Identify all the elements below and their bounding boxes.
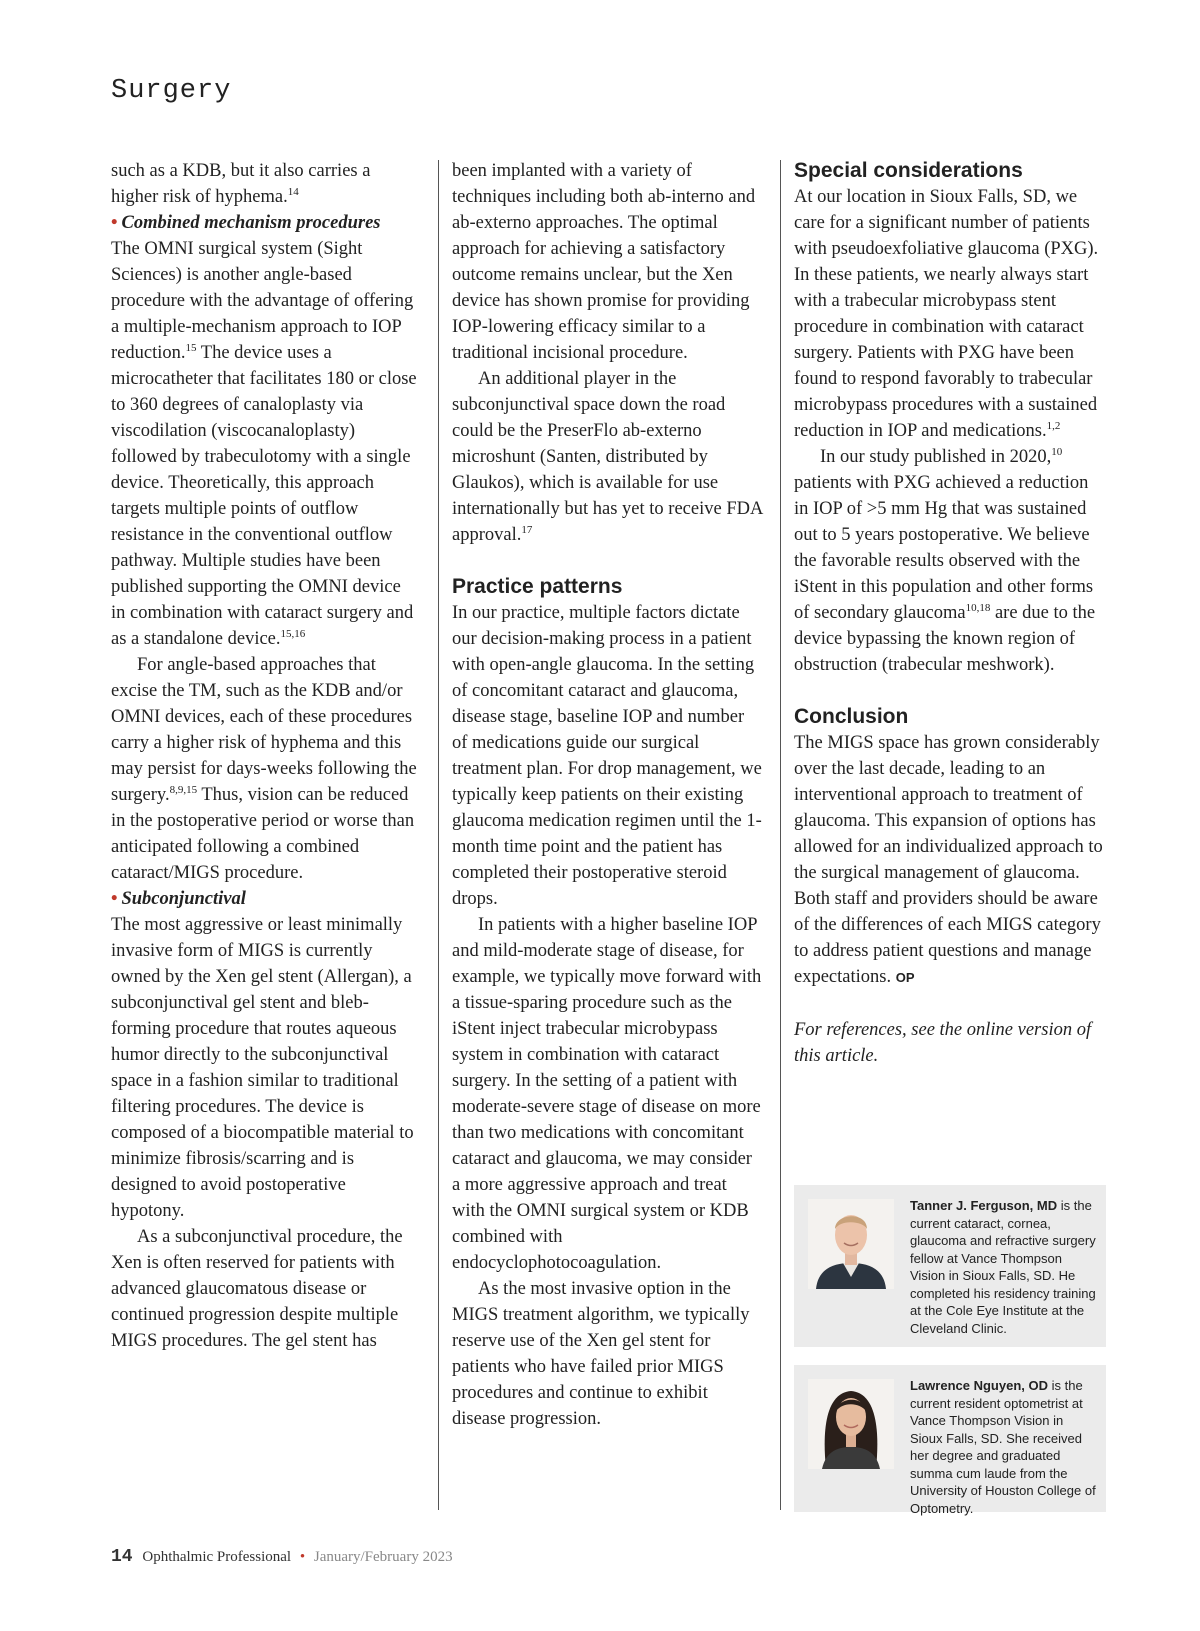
- author-bio: [794, 1365, 1106, 1516]
- paragraph: For angle-based approaches that excise the TM, such as the KDB and/or OMNI devices, each of these procedures carry a higher risk of hyphema and this may persist for days-weeks following the surgery.$^{8,9,15}$ Thus, vision can be reduced in the postoperative period or worse than anticipated following a combined cataract/MIGS procedure.: [111, 655, 417, 883]
- publication-name: Ophthalmic Professional: [142, 1549, 292, 1565]
- paragraph: The OMNI surgical system (Sight Sciences) is another angle-based procedure with the advantage of offering a multiple-mechanism approach to IOP reduction.$^{15}$ The device uses a microcatheter that facilitates 180 or close to 360 degrees of canaloplasty via viscodilation (viscocanaloplasty) followed by trabeculotomy with a single device. Theoretically, this approach targets multiple points of outflow resistance in the conventional outflow pathway. Multiple studies have been published supporting the OMNI device in combination with cataract surgery and as a standalone device.$^{15,16}$: [111, 239, 417, 649]
- heading-conclusion: Conclusion: [794, 705, 909, 728]
- citation: 10: [1051, 445, 1063, 458]
- paragraph: In patients with a higher baseline IOP and mild-moderate stage of disease, for example, we typically move forward with a tissue-sparing procedure such as the iStent inject trabecular microbypass system in combination with cataract surgery. In the setting of a patient with moderate-severe stage of disease on more than two medications with concomitant cataract and glaucoma, we may consider a more aggressive approach and treat with the OMNI surgical system or KDB combined with endocyclophotocoagulation.: [452, 915, 762, 1273]
- column-divider: [780, 160, 781, 1510]
- footer-separator: •: [299, 1549, 306, 1565]
- citation: 10,18: [965, 601, 991, 614]
- paragraph: The most aggressive or least minimally invasive form of MIGS is currently owned by the Xen gel stent (Allergan), a subconjunctival gel stent and bleb-forming procedure that routes aqueous humor directly to the subconjunctival space in a fashion similar to traditional filtering procedures. The device is composed of a biocompatible material to minimize fibrosis/scarring and is designed to avoid postoperative hypotony.: [111, 915, 414, 1221]
- citation: 14: [287, 185, 299, 198]
- paragraph: As the most invasive option in the MIGS treatment algorithm, we typically reserve use of the Xen gel stent for patients who have failed prior MIGS procedures and continue to exhibit disease progression.: [452, 1279, 750, 1429]
- author-name: Lawrence Nguyen, OD: [910, 1378, 1048, 1393]
- paragraph: As a subconjunctival procedure, the Xen is often reserved for patients with advanced glaucomatous disease or continued progression despite multiple MIGS procedures. The gel stent has: [111, 1227, 403, 1351]
- author-bio: [794, 1185, 1106, 1347]
- bio-text: Lawrence Nguyen, OD is the current resident optometrist at Vance Thompson Vision in Sioux Falls, SD. She received her degree and graduated summa cum laude from the University of Houston College of Optometry.: [910, 1378, 1096, 1516]
- paragraph: An additional player in the subconjunctival space down the road could be the PreserFlo ab-externo microshunt (Santen, distributed by Glaukos), which is available for use internationally but has yet to receive FDA approval.$^{17}$: [452, 369, 763, 545]
- heading-special-considerations: Special considerations: [794, 159, 1023, 182]
- column-divider: [438, 160, 439, 1510]
- citation: 15: [185, 341, 197, 354]
- subheading-combined: • Combined mechanism procedures: [111, 213, 381, 233]
- column-2: [452, 158, 764, 1432]
- paragraph: The MIGS space has grown considerably over the last decade, leading to an interventional approach to treatment of glaucoma. This expansion of options has allowed for an individualized approach to the surgical management of glaucoma. Both staff and providers should be aware of the differences of each MIGS category to address patient questions and manage expectations. OP: [794, 733, 1103, 987]
- column-3: [794, 158, 1106, 1069]
- citation: 17: [521, 523, 533, 536]
- citation: 1,2: [1046, 419, 1061, 432]
- bullet-icon: •: [111, 889, 118, 909]
- end-mark: OP: [895, 970, 915, 985]
- subheading-subconjunctival: • Subconjunctival: [111, 889, 246, 909]
- citation: 15,16: [280, 627, 306, 640]
- paragraph: such as a KDB, but it also carries a higher risk of hyphema.$^{14}$: [111, 161, 371, 207]
- paragraph: In our study published in 2020,10 patients with PXG achieved a reduction in IOP of >5 mm Hg that was sustained out to 5 years postoperative. We believe the favorable results observed with the iStent in this population and other forms of secondary glaucoma$^{10,18}$ are due to the device bypassing the known region of obstruction (trabecular meshwork).: [794, 445, 1096, 675]
- page-number: 14: [111, 1547, 133, 1567]
- paragraph: been implanted with a variety of techniques including both ab-interno and ab-externo approaches. The optimal approach for achieving a satisfactory outcome remains unclear, but the Xen device has shown promise for providing IOP-lowering efficacy similar to a traditional incisional procedure.: [452, 161, 756, 363]
- section-title: Surgery: [111, 76, 232, 106]
- paragraph: In our practice, multiple factors dictate our decision-making process in a patient with open-angle glaucoma. In the setting of concomitant cataract and glaucoma, disease stage, baseline IOP and number of medications guide our surgical treatment plan. For drop management, we typically keep patients on their existing glaucoma medication regimen until the 1-month time point and the patient has completed their postoperative steroid drops.: [452, 603, 762, 909]
- page-footer: [111, 1547, 453, 1567]
- citation: 8,9,15: [169, 783, 198, 796]
- issue-date: January/February 2023: [313, 1549, 453, 1565]
- paragraph: At our location in Sioux Falls, SD, we care for a significant number of patients with pseudoexfoliative glaucoma (PXG). In these patients, we nearly always start with a trabecular microbypass stent procedure in combination with cataract surgery. Patients with PXG have been found to respond favorably to trabecular microbypass procedures with a sustained reduction in IOP and medications.$^{1,2}$: [794, 187, 1099, 441]
- references-note: For references, see the online version of this article.: [794, 1020, 1092, 1066]
- bullet-icon: •: [111, 213, 118, 233]
- author-photo: [808, 1199, 894, 1289]
- author-photo: [808, 1379, 894, 1469]
- author-name: Tanner J. Ferguson, MD: [910, 1198, 1058, 1213]
- column-1: [111, 158, 419, 1354]
- heading-practice-patterns: Practice patterns: [452, 575, 623, 598]
- bio-text: Tanner J. Ferguson, MD is the current cataract, cornea, glaucoma and refractive surgery fellow at Vance Thompson Vision in Sioux Falls, SD. He completed his residency training at the Cole Eye Institute at the Cleveland Clinic.: [910, 1198, 1096, 1336]
